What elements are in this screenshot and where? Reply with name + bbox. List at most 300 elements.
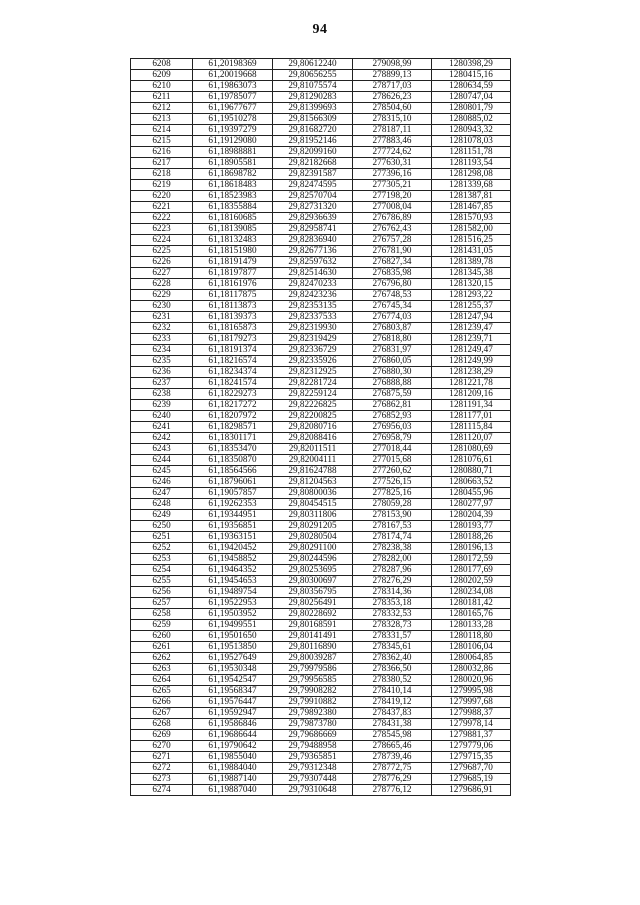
table-row — [131, 70, 511, 81]
table-row — [131, 345, 511, 356]
table-row — [131, 741, 511, 752]
longitude-cell: 29,82312925 — [273, 367, 353, 378]
y-coordinate-cell: 1281076,61 — [432, 455, 511, 466]
latitude-cell: 61,18132483 — [193, 235, 273, 246]
longitude-cell: 29,80300697 — [273, 576, 353, 587]
x-coordinate-cell: 278153,90 — [353, 510, 432, 521]
x-coordinate-cell: 276762,43 — [353, 224, 432, 235]
latitude-cell: 61,18298571 — [193, 422, 273, 433]
table-row — [131, 752, 511, 763]
point-number-cell: 6254 — [131, 565, 193, 576]
latitude-cell: 61,19397279 — [193, 125, 273, 136]
y-coordinate-cell: 1281249,99 — [432, 356, 511, 367]
y-coordinate-cell: 1281387,81 — [432, 191, 511, 202]
y-coordinate-cell: 1279881,37 — [432, 730, 511, 741]
x-coordinate-cell: 278431,38 — [353, 719, 432, 730]
x-coordinate-cell: 276958,79 — [353, 433, 432, 444]
latitude-cell: 61,19513850 — [193, 642, 273, 653]
x-coordinate-cell: 276781,90 — [353, 246, 432, 257]
latitude-cell: 61,18618483 — [193, 180, 273, 191]
longitude-cell: 29,82353135 — [273, 301, 353, 312]
latitude-cell: 61,19363151 — [193, 532, 273, 543]
table-row — [131, 499, 511, 510]
table-row — [131, 697, 511, 708]
x-coordinate-cell: 276852,93 — [353, 411, 432, 422]
longitude-cell: 29,82936639 — [273, 213, 353, 224]
latitude-cell: 61,18139085 — [193, 224, 273, 235]
point-number-cell: 6267 — [131, 708, 193, 719]
latitude-cell: 61,18191374 — [193, 345, 273, 356]
longitude-cell: 29,80291100 — [273, 543, 353, 554]
longitude-cell: 29,80356795 — [273, 587, 353, 598]
point-number-cell: 6248 — [131, 499, 193, 510]
latitude-cell: 61,18229273 — [193, 389, 273, 400]
x-coordinate-cell: 278276,29 — [353, 576, 432, 587]
point-number-cell: 6243 — [131, 444, 193, 455]
longitude-cell: 29,82570704 — [273, 191, 353, 202]
table-row — [131, 444, 511, 455]
x-coordinate-cell: 278419,12 — [353, 697, 432, 708]
point-number-cell: 6244 — [131, 455, 193, 466]
table-row — [131, 169, 511, 180]
point-number-cell: 6252 — [131, 543, 193, 554]
table-row — [131, 708, 511, 719]
y-coordinate-cell: 1281115,84 — [432, 422, 511, 433]
y-coordinate-cell: 1280188,26 — [432, 532, 511, 543]
latitude-cell: 61,18165873 — [193, 323, 273, 334]
point-number-cell: 6242 — [131, 433, 193, 444]
x-coordinate-cell: 276786,89 — [353, 213, 432, 224]
table-row — [131, 631, 511, 642]
table-row — [131, 400, 511, 411]
y-coordinate-cell: 1281221,78 — [432, 378, 511, 389]
point-number-cell: 6253 — [131, 554, 193, 565]
latitude-cell: 61,18139373 — [193, 312, 273, 323]
table-row — [131, 367, 511, 378]
longitude-cell: 29,80454515 — [273, 499, 353, 510]
point-number-cell: 6228 — [131, 279, 193, 290]
latitude-cell: 61,19568347 — [193, 686, 273, 697]
table-row — [131, 521, 511, 532]
y-coordinate-cell: 1280193,77 — [432, 521, 511, 532]
table-row — [131, 675, 511, 686]
y-coordinate-cell: 1280020,96 — [432, 675, 511, 686]
x-coordinate-cell: 277305,21 — [353, 180, 432, 191]
table-row — [131, 477, 511, 488]
longitude-cell: 29,82088416 — [273, 433, 353, 444]
x-coordinate-cell: 276774,03 — [353, 312, 432, 323]
latitude-cell: 61,19677677 — [193, 103, 273, 114]
x-coordinate-cell: 278167,53 — [353, 521, 432, 532]
point-number-cell: 6268 — [131, 719, 193, 730]
longitude-cell: 29,82226825 — [273, 400, 353, 411]
longitude-cell: 29,82677136 — [273, 246, 353, 257]
x-coordinate-cell: 278187,11 — [353, 125, 432, 136]
longitude-cell: 29,82335926 — [273, 356, 353, 367]
y-coordinate-cell: 1281255,37 — [432, 301, 511, 312]
longitude-cell: 29,81399693 — [273, 103, 353, 114]
latitude-cell: 61,19057857 — [193, 488, 273, 499]
point-number-cell: 6211 — [131, 92, 193, 103]
point-number-cell: 6220 — [131, 191, 193, 202]
y-coordinate-cell: 1281298,08 — [432, 169, 511, 180]
table-row — [131, 653, 511, 664]
point-number-cell: 6230 — [131, 301, 193, 312]
y-coordinate-cell: 1279997,68 — [432, 697, 511, 708]
y-coordinate-cell: 1280204,39 — [432, 510, 511, 521]
latitude-cell: 61,19522953 — [193, 598, 273, 609]
x-coordinate-cell: 276803,87 — [353, 323, 432, 334]
x-coordinate-cell: 276827,34 — [353, 257, 432, 268]
y-coordinate-cell: 1281191,34 — [432, 400, 511, 411]
table-row — [131, 664, 511, 675]
longitude-cell: 29,80291205 — [273, 521, 353, 532]
point-number-cell: 6208 — [131, 59, 193, 70]
y-coordinate-cell: 1280747,04 — [432, 92, 511, 103]
latitude-cell: 61,19790642 — [193, 741, 273, 752]
longitude-cell: 29,81682720 — [273, 125, 353, 136]
x-coordinate-cell: 277825,16 — [353, 488, 432, 499]
table-row — [131, 59, 511, 70]
point-number-cell: 6238 — [131, 389, 193, 400]
latitude-cell: 61,18523983 — [193, 191, 273, 202]
table-row — [131, 213, 511, 224]
longitude-cell: 29,79307448 — [273, 774, 353, 785]
point-number-cell: 6271 — [131, 752, 193, 763]
latitude-cell: 61,18161976 — [193, 279, 273, 290]
table-row — [131, 466, 511, 477]
latitude-cell: 61,19501650 — [193, 631, 273, 642]
longitude-cell: 29,80039287 — [273, 653, 353, 664]
table-row — [131, 158, 511, 169]
point-number-cell: 6262 — [131, 653, 193, 664]
x-coordinate-cell: 278314,36 — [353, 587, 432, 598]
y-coordinate-cell: 1280064,85 — [432, 653, 511, 664]
table-row — [131, 246, 511, 257]
coordinates-table-body — [131, 59, 511, 796]
longitude-cell: 29,82080716 — [273, 422, 353, 433]
point-number-cell: 6251 — [131, 532, 193, 543]
table-row — [131, 92, 511, 103]
latitude-cell: 61,18905581 — [193, 158, 273, 169]
point-number-cell: 6249 — [131, 510, 193, 521]
point-number-cell: 6231 — [131, 312, 193, 323]
latitude-cell: 61,19576447 — [193, 697, 273, 708]
x-coordinate-cell: 278366,50 — [353, 664, 432, 675]
longitude-cell: 29,80228692 — [273, 609, 353, 620]
y-coordinate-cell: 1279978,14 — [432, 719, 511, 730]
latitude-cell: 61,19542547 — [193, 675, 273, 686]
latitude-cell: 61,18301171 — [193, 433, 273, 444]
x-coordinate-cell: 276956,03 — [353, 422, 432, 433]
point-number-cell: 6255 — [131, 576, 193, 587]
latitude-cell: 61,19686644 — [193, 730, 273, 741]
x-coordinate-cell: 277630,31 — [353, 158, 432, 169]
table-row — [131, 180, 511, 191]
latitude-cell: 61,19510278 — [193, 114, 273, 125]
point-number-cell: 6250 — [131, 521, 193, 532]
table-row — [131, 235, 511, 246]
table-row — [131, 598, 511, 609]
longitude-cell: 29,82470233 — [273, 279, 353, 290]
y-coordinate-cell: 1281431,05 — [432, 246, 511, 257]
x-coordinate-cell: 278315,10 — [353, 114, 432, 125]
longitude-cell: 29,82200825 — [273, 411, 353, 422]
latitude-cell: 61,18151980 — [193, 246, 273, 257]
longitude-cell: 29,80280504 — [273, 532, 353, 543]
y-coordinate-cell: 1279779,06 — [432, 741, 511, 752]
longitude-cell: 29,81075574 — [273, 81, 353, 92]
longitude-cell: 29,82836940 — [273, 235, 353, 246]
point-number-cell: 6232 — [131, 323, 193, 334]
latitude-cell: 61,19887140 — [193, 774, 273, 785]
y-coordinate-cell: 1280415,16 — [432, 70, 511, 81]
table-row — [131, 202, 511, 213]
longitude-cell: 29,82514630 — [273, 268, 353, 279]
x-coordinate-cell: 276860,05 — [353, 356, 432, 367]
longitude-cell: 29,80253695 — [273, 565, 353, 576]
longitude-cell: 29,79910882 — [273, 697, 353, 708]
y-coordinate-cell: 1280634,59 — [432, 81, 511, 92]
latitude-cell: 61,19420452 — [193, 543, 273, 554]
longitude-cell: 29,82474595 — [273, 180, 353, 191]
longitude-cell: 29,80656255 — [273, 70, 353, 81]
point-number-cell: 6233 — [131, 334, 193, 345]
x-coordinate-cell: 278238,38 — [353, 543, 432, 554]
longitude-cell: 29,82336729 — [273, 345, 353, 356]
point-number-cell: 6261 — [131, 642, 193, 653]
y-coordinate-cell: 1280133,28 — [432, 620, 511, 631]
table-row — [131, 323, 511, 334]
x-coordinate-cell: 277015,68 — [353, 455, 432, 466]
y-coordinate-cell: 1281177,01 — [432, 411, 511, 422]
latitude-cell: 61,19489754 — [193, 587, 273, 598]
table-row — [131, 785, 511, 796]
longitude-cell: 29,80244596 — [273, 554, 353, 565]
y-coordinate-cell: 1281389,78 — [432, 257, 511, 268]
table-row — [131, 532, 511, 543]
table-row — [131, 279, 511, 290]
longitude-cell: 29,82731320 — [273, 202, 353, 213]
point-number-cell: 6257 — [131, 598, 193, 609]
latitude-cell: 61,19503952 — [193, 609, 273, 620]
y-coordinate-cell: 1279995,98 — [432, 686, 511, 697]
x-coordinate-cell: 278332,53 — [353, 609, 432, 620]
y-coordinate-cell: 1281238,29 — [432, 367, 511, 378]
y-coordinate-cell: 1281582,00 — [432, 224, 511, 235]
longitude-cell: 29,82958741 — [273, 224, 353, 235]
latitude-cell: 61,18350870 — [193, 455, 273, 466]
x-coordinate-cell: 278772,75 — [353, 763, 432, 774]
point-number-cell: 6214 — [131, 125, 193, 136]
longitude-cell: 29,82259124 — [273, 389, 353, 400]
x-coordinate-cell: 276862,81 — [353, 400, 432, 411]
longitude-cell: 29,79488958 — [273, 741, 353, 752]
x-coordinate-cell: 278626,23 — [353, 92, 432, 103]
latitude-cell: 61,19863073 — [193, 81, 273, 92]
longitude-cell: 29,79312348 — [273, 763, 353, 774]
longitude-cell: 29,80141491 — [273, 631, 353, 642]
point-number-cell: 6236 — [131, 367, 193, 378]
point-number-cell: 6259 — [131, 620, 193, 631]
point-number-cell: 6246 — [131, 477, 193, 488]
latitude-cell: 61,18207972 — [193, 411, 273, 422]
y-coordinate-cell: 1281209,16 — [432, 389, 511, 400]
y-coordinate-cell: 1280885,02 — [432, 114, 511, 125]
longitude-cell: 29,81952146 — [273, 136, 353, 147]
latitude-cell: 61,19454653 — [193, 576, 273, 587]
longitude-cell: 29,80256491 — [273, 598, 353, 609]
y-coordinate-cell: 1281078,03 — [432, 136, 511, 147]
latitude-cell: 61,18216574 — [193, 356, 273, 367]
y-coordinate-cell: 1280801,79 — [432, 103, 511, 114]
point-number-cell: 6258 — [131, 609, 193, 620]
table-row — [131, 191, 511, 202]
point-number-cell: 6273 — [131, 774, 193, 785]
longitude-cell: 29,79892380 — [273, 708, 353, 719]
y-coordinate-cell: 1281239,71 — [432, 334, 511, 345]
longitude-cell: 29,82011511 — [273, 444, 353, 455]
y-coordinate-cell: 1281345,38 — [432, 268, 511, 279]
x-coordinate-cell: 278287,96 — [353, 565, 432, 576]
x-coordinate-cell: 278504,60 — [353, 103, 432, 114]
longitude-cell: 29,82004111 — [273, 455, 353, 466]
longitude-cell: 29,82319930 — [273, 323, 353, 334]
x-coordinate-cell: 278437,83 — [353, 708, 432, 719]
longitude-cell: 29,79979586 — [273, 664, 353, 675]
coordinates-table — [130, 58, 511, 796]
longitude-cell: 29,79686669 — [273, 730, 353, 741]
longitude-cell: 29,82099160 — [273, 147, 353, 158]
longitude-cell: 29,81624788 — [273, 466, 353, 477]
y-coordinate-cell: 1280880,71 — [432, 466, 511, 477]
latitude-cell: 61,20198369 — [193, 59, 273, 70]
point-number-cell: 6240 — [131, 411, 193, 422]
latitude-cell: 61,19129080 — [193, 136, 273, 147]
x-coordinate-cell: 277526,15 — [353, 477, 432, 488]
longitude-cell: 29,79310648 — [273, 785, 353, 796]
x-coordinate-cell: 278380,52 — [353, 675, 432, 686]
latitude-cell: 61,19592947 — [193, 708, 273, 719]
latitude-cell: 61,18698782 — [193, 169, 273, 180]
table-row — [131, 411, 511, 422]
y-coordinate-cell: 1280177,69 — [432, 565, 511, 576]
x-coordinate-cell: 278362,40 — [353, 653, 432, 664]
y-coordinate-cell: 1280172,59 — [432, 554, 511, 565]
table-row — [131, 136, 511, 147]
x-coordinate-cell: 276796,80 — [353, 279, 432, 290]
y-coordinate-cell: 1280106,04 — [432, 642, 511, 653]
longitude-cell: 29,79908282 — [273, 686, 353, 697]
table-row — [131, 576, 511, 587]
latitude-cell: 61,18988881 — [193, 147, 273, 158]
x-coordinate-cell: 278345,61 — [353, 642, 432, 653]
table-row — [131, 389, 511, 400]
longitude-cell: 29,81290283 — [273, 92, 353, 103]
table-row — [131, 565, 511, 576]
point-number-cell: 6245 — [131, 466, 193, 477]
point-number-cell: 6209 — [131, 70, 193, 81]
longitude-cell: 29,82337533 — [273, 312, 353, 323]
table-row — [131, 433, 511, 444]
table-row — [131, 81, 511, 92]
longitude-cell: 29,82597632 — [273, 257, 353, 268]
table-row — [131, 719, 511, 730]
table-row — [131, 510, 511, 521]
table-row — [131, 312, 511, 323]
latitude-cell: 61,19527649 — [193, 653, 273, 664]
longitude-cell: 29,81204563 — [273, 477, 353, 488]
table-row — [131, 554, 511, 565]
x-coordinate-cell: 278665,46 — [353, 741, 432, 752]
table-row — [131, 268, 511, 279]
y-coordinate-cell: 1279685,19 — [432, 774, 511, 785]
y-coordinate-cell: 1281247,94 — [432, 312, 511, 323]
x-coordinate-cell: 278328,73 — [353, 620, 432, 631]
x-coordinate-cell: 278717,03 — [353, 81, 432, 92]
table-row — [131, 763, 511, 774]
latitude-cell: 61,18179273 — [193, 334, 273, 345]
point-number-cell: 6225 — [131, 246, 193, 257]
table-row — [131, 642, 511, 653]
table-row — [131, 356, 511, 367]
y-coordinate-cell: 1279715,35 — [432, 752, 511, 763]
latitude-cell: 61,19785077 — [193, 92, 273, 103]
latitude-cell: 61,19344951 — [193, 510, 273, 521]
y-coordinate-cell: 1280032,86 — [432, 664, 511, 675]
y-coordinate-cell: 1281467,85 — [432, 202, 511, 213]
y-coordinate-cell: 1280196,13 — [432, 543, 511, 554]
table-row — [131, 334, 511, 345]
y-coordinate-cell: 1281570,93 — [432, 213, 511, 224]
point-number-cell: 6226 — [131, 257, 193, 268]
y-coordinate-cell: 1279686,91 — [432, 785, 511, 796]
table-row — [131, 609, 511, 620]
x-coordinate-cell: 278059,28 — [353, 499, 432, 510]
y-coordinate-cell: 1280118,80 — [432, 631, 511, 642]
x-coordinate-cell: 276831,97 — [353, 345, 432, 356]
y-coordinate-cell: 1281120,07 — [432, 433, 511, 444]
y-coordinate-cell: 1280663,52 — [432, 477, 511, 488]
y-coordinate-cell: 1280455,96 — [432, 488, 511, 499]
longitude-cell: 29,80116890 — [273, 642, 353, 653]
latitude-cell: 61,19887040 — [193, 785, 273, 796]
point-number-cell: 6239 — [131, 400, 193, 411]
x-coordinate-cell: 278545,98 — [353, 730, 432, 741]
y-coordinate-cell: 1281320,15 — [432, 279, 511, 290]
x-coordinate-cell: 277724,62 — [353, 147, 432, 158]
x-coordinate-cell: 278331,57 — [353, 631, 432, 642]
point-number-cell: 6210 — [131, 81, 193, 92]
x-coordinate-cell: 279098,99 — [353, 59, 432, 70]
table-row — [131, 103, 511, 114]
table-row — [131, 290, 511, 301]
latitude-cell: 61,18353470 — [193, 444, 273, 455]
longitude-cell: 29,79873780 — [273, 719, 353, 730]
x-coordinate-cell: 278410,14 — [353, 686, 432, 697]
point-number-cell: 6234 — [131, 345, 193, 356]
latitude-cell: 61,18160685 — [193, 213, 273, 224]
y-coordinate-cell: 1280181,42 — [432, 598, 511, 609]
table-row — [131, 455, 511, 466]
x-coordinate-cell: 276875,59 — [353, 389, 432, 400]
longitude-cell: 29,79956585 — [273, 675, 353, 686]
longitude-cell: 29,80800036 — [273, 488, 353, 499]
point-number-cell: 6256 — [131, 587, 193, 598]
table-row — [131, 147, 511, 158]
latitude-cell: 61,18796061 — [193, 477, 273, 488]
x-coordinate-cell: 276835,98 — [353, 268, 432, 279]
